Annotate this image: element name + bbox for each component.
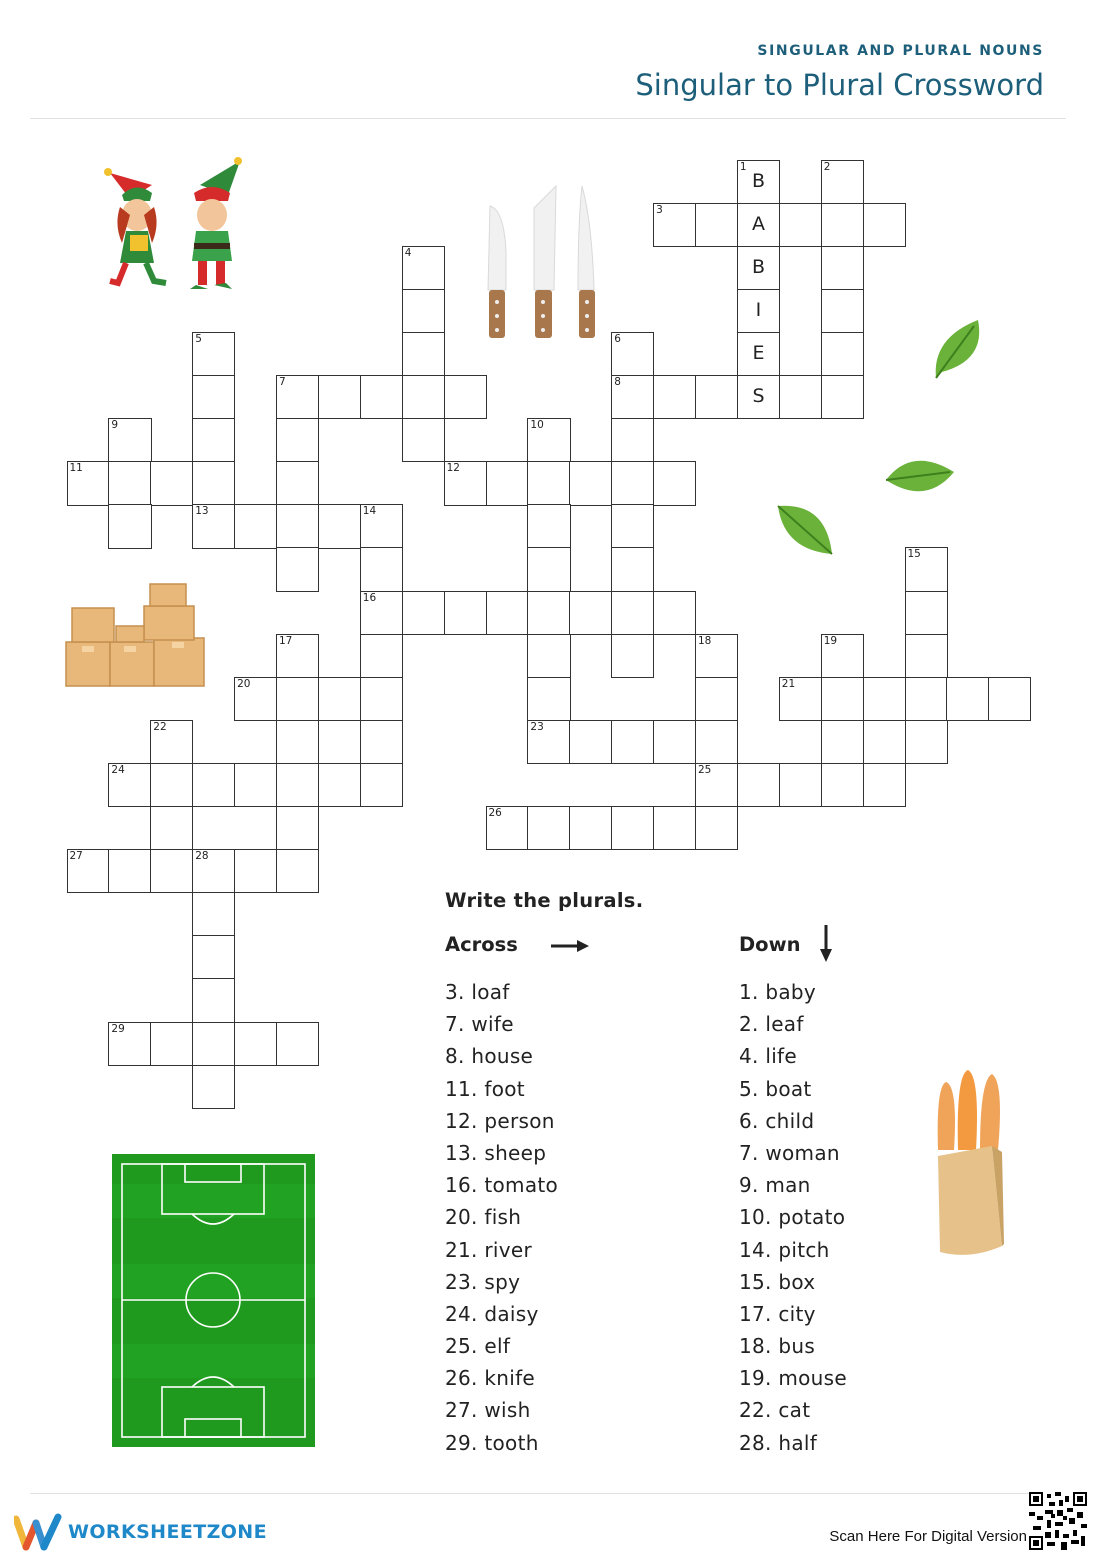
across-clue: 3. loaf [445,980,510,1004]
clue-number: 28 [195,850,209,863]
clue-number: 1 [739,160,747,173]
clue-number: 15 [907,548,921,561]
across-clue: 7. wife [445,1012,514,1037]
down-clue: 28. half [739,1430,818,1455]
crossword-cell[interactable] [527,591,570,635]
crossword-cell[interactable] [150,720,193,764]
crossword-cell[interactable] [821,375,864,419]
crossword-cell[interactable] [779,677,822,721]
clue-number: 24 [111,763,125,776]
crossword-cell[interactable] [821,332,864,376]
crossword-cell[interactable] [192,375,235,419]
down-clue: 19. mouse [739,1366,847,1391]
down-clue: 7. woman [739,1140,840,1165]
crossword-cell[interactable] [737,375,780,419]
clue-number: 25 [698,763,712,776]
crossword-cell[interactable] [695,763,738,807]
crossword-cell[interactable] [360,547,403,591]
clue-number: 19 [823,634,838,647]
clue-number: 9 [111,419,119,432]
down-clue: 15. box [739,1269,816,1294]
crossword-cell[interactable] [192,332,235,376]
crossword-cell[interactable] [276,418,319,462]
header-divider [30,118,1066,119]
clue-number: 16 [362,591,377,604]
crossword-cell[interactable] [653,720,696,764]
clue-number: 7 [279,376,286,388]
across-clue: 26. knife [445,1366,536,1391]
leaf-icon [928,316,986,382]
crossword-cell[interactable] [276,547,319,591]
crossword-cell[interactable] [527,677,570,721]
clue-number: 2 [823,160,831,173]
crossword-cell[interactable] [863,677,906,721]
crossword-cell[interactable] [360,720,403,764]
crossword-cell[interactable] [360,591,403,635]
down-clue-list [739,979,847,1462]
crossword-cell[interactable] [737,246,780,290]
crossword-cell[interactable] [821,634,864,678]
boxes-image [62,580,208,688]
crossword-cell[interactable] [863,763,906,807]
crossword-cell[interactable] [276,720,319,764]
crossword-cell[interactable] [611,332,654,376]
across-heading [445,933,591,956]
across-clue: 27. wish [445,1398,531,1423]
crossword-cell[interactable] [611,634,654,678]
crossword-cell[interactable] [611,720,654,764]
qr-code-icon[interactable] [1029,1492,1087,1550]
crossword-cell[interactable] [276,677,319,721]
crossword-cell[interactable] [67,849,110,893]
crossword-cell[interactable] [192,1022,235,1066]
answer-letter: B [751,169,765,192]
crossword-cell[interactable] [737,203,780,247]
clue-number: 29 [111,1022,125,1035]
down-clue: 9. man [739,1173,811,1198]
crossword-cell[interactable] [695,806,738,850]
crossword-cell[interactable] [318,375,361,419]
crossword-cell[interactable] [527,418,570,462]
across-clue: 12. person [445,1108,555,1133]
crossword-cell[interactable] [318,763,361,807]
across-clue: 29. tooth [445,1430,539,1455]
answer-letter: A [751,212,765,235]
across-clue-list [445,979,558,1462]
crossword-cell[interactable] [737,332,780,376]
elves-image [100,155,245,293]
down-label: Down [739,933,801,956]
crossword-cell[interactable] [821,246,864,290]
crossword-cell[interactable] [611,504,654,548]
crossword-cell[interactable] [192,504,235,548]
crossword-cell[interactable] [821,203,864,247]
crossword-cell[interactable] [486,461,529,505]
crossword-cell[interactable] [905,720,948,764]
crossword-cell[interactable] [402,289,445,333]
answer-letter: S [752,385,765,407]
arrow-right-icon [551,939,591,953]
crossword-cell[interactable] [569,461,612,505]
crossword-cell[interactable] [276,504,319,548]
crossword-cell[interactable] [653,806,696,850]
crossword-cell[interactable] [402,246,445,290]
crossword-cell[interactable] [863,720,906,764]
clues-instruction: Write the plurals. [445,889,644,912]
crossword-cell[interactable] [527,634,570,678]
crossword-cell[interactable] [737,763,780,807]
crossword-cell[interactable] [192,1065,235,1109]
crossword-cell[interactable] [150,849,193,893]
crossword-cell[interactable] [108,1022,151,1066]
leaf-icon [882,450,958,502]
worksheet-title: Singular to Plural Crossword [635,68,1044,102]
crossword-cell[interactable] [611,591,654,635]
answer-letter: E [752,341,765,364]
across-clue: 21. river [445,1237,533,1262]
clue-number: 14 [362,505,377,518]
knives-image [484,182,602,342]
across-clue: 16. tomato [445,1173,559,1198]
crossword-cell[interactable] [486,591,529,635]
crossword-cell[interactable] [318,720,361,764]
crossword-cell[interactable] [444,591,487,635]
down-clue: 4. life [739,1044,797,1069]
crossword-cell[interactable] [653,375,696,419]
crossword-cell[interactable] [611,547,654,591]
crossword-cell[interactable] [402,375,445,419]
clue-number: 6 [614,332,621,345]
crossword-cell[interactable] [653,591,696,635]
crossword-cell[interactable] [276,806,319,850]
across-clue: 13. sheep [445,1140,547,1165]
crossword-cell[interactable] [695,677,738,721]
crossword-cell[interactable] [611,418,654,462]
crossword-cell[interactable] [360,504,403,548]
down-clue: 2. leaf [739,1012,804,1037]
crossword-cell[interactable] [611,806,654,850]
soccer-field-image [112,1154,315,1447]
crossword-cell[interactable] [192,763,235,807]
crossword-cell[interactable] [444,461,487,505]
down-clue: 1. baby [739,980,817,1004]
clue-number: 5 [195,332,202,345]
bread-bag-image [930,1066,1008,1260]
crossword-cell[interactable] [276,1022,319,1066]
crossword-cell[interactable] [779,203,822,247]
crossword-cell[interactable] [821,160,864,204]
crossword-cell[interactable] [569,720,612,764]
crossword-cell[interactable] [695,375,738,419]
crossword-cell[interactable] [108,418,151,462]
down-clue: 10. potato [739,1205,846,1230]
worksheet-subtitle: SINGULAR AND PLURAL NOUNS [757,43,1044,59]
crossword-cell[interactable] [67,461,110,505]
crossword-cell[interactable] [569,806,612,850]
crossword-cell[interactable] [318,677,361,721]
footer-divider [30,1493,1066,1494]
crossword-cell[interactable] [821,677,864,721]
crossword-cell[interactable] [695,203,738,247]
crossword-cell[interactable] [360,634,403,678]
crossword-cell[interactable] [486,806,529,850]
crossword-cell[interactable] [527,806,570,850]
crossword-cell[interactable] [905,677,948,721]
clue-number: 12 [446,462,460,475]
crossword-cell[interactable] [653,461,696,505]
clue-number: 20 [237,677,251,690]
across-clue: 23. spy [445,1269,521,1294]
clue-number: 23 [530,720,544,733]
crossword-cell[interactable] [569,591,612,635]
crossword-cell[interactable] [527,547,570,591]
across-clue: 25. elf [445,1334,511,1359]
clue-number: 22 [153,720,167,733]
across-clue: 11. foot [445,1076,525,1101]
crossword-cell[interactable] [192,892,235,936]
crossword-cell[interactable] [863,203,906,247]
clue-number: 21 [781,677,796,690]
crossword-cell[interactable] [402,332,445,376]
clue-number: 3 [656,203,663,216]
down-clue: 17. city [739,1301,816,1326]
crossword-cell[interactable] [905,547,948,591]
clue-number: 27 [69,850,83,863]
crossword-cell[interactable] [108,763,151,807]
crossword-cell[interactable] [108,461,151,505]
crossword-cell[interactable] [527,461,570,505]
crossword-cell[interactable] [150,1022,193,1066]
crossword-cell[interactable] [821,720,864,764]
crossword-cell[interactable] [192,461,235,505]
crossword-cell[interactable] [108,504,151,548]
crossword-cell[interactable] [150,806,193,850]
answer-letter: I [755,298,762,321]
crossword-cell[interactable] [192,849,235,893]
worksheetzone-logo-icon [14,1513,62,1553]
answer-letter: B [751,255,765,278]
arrow-down-icon [819,925,833,963]
leaf-icon [774,500,836,558]
crossword-cell[interactable] [234,763,277,807]
crossword-cell[interactable] [779,763,822,807]
crossword-cell[interactable] [779,375,822,419]
crossword-cell[interactable] [821,763,864,807]
crossword-cell[interactable] [234,677,277,721]
clue-number: 10 [530,419,544,432]
down-clue: 5. boat [739,1076,812,1101]
crossword-cell[interactable] [234,849,277,893]
clue-number: 26 [488,807,502,819]
down-heading [739,933,800,956]
clue-number: 11 [69,462,83,475]
scan-caption: Scan Here For Digital Version [829,1528,1027,1545]
clue-number: 4 [404,246,412,259]
crossword-cell[interactable] [360,677,403,721]
down-clue: 18. bus [739,1334,816,1359]
crossword-cell[interactable] [653,203,696,247]
crossword-cell[interactable] [905,634,948,678]
crossword-cell[interactable] [946,677,989,721]
crossword-cell[interactable] [905,591,948,635]
crossword-cell[interactable] [276,849,319,893]
crossword-cell[interactable] [737,289,780,333]
crossword-cell[interactable] [318,504,361,548]
crossword-cell[interactable] [611,461,654,505]
clue-number: 13 [195,505,209,518]
brand-name: WORKSHEETZONE [68,1521,267,1543]
across-label: Across [445,933,518,956]
crossword-cell[interactable] [234,1022,277,1066]
crossword-cell[interactable] [108,849,151,893]
crossword-cell[interactable] [695,634,738,678]
clue-number: 8 [614,376,621,388]
crossword-cell[interactable] [444,375,487,419]
crossword-cell[interactable] [234,504,277,548]
crossword-cell[interactable] [695,720,738,764]
clue-number: 17 [279,634,293,647]
crossword-cell[interactable] [192,978,235,1022]
crossword-cell[interactable] [276,461,319,505]
across-clue: 20. fish [445,1205,522,1230]
crossword-cell[interactable] [276,375,319,419]
clue-number: 18 [698,634,712,647]
down-clue: 22. cat [739,1398,811,1423]
across-clue: 8. house [445,1044,534,1069]
crossword-cell[interactable] [192,418,235,462]
crossword-cell[interactable] [402,418,445,462]
across-clue: 24. daisy [445,1301,539,1326]
crossword-cell[interactable] [192,935,235,979]
crossword-cell[interactable] [150,461,193,505]
crossword-cell[interactable] [360,375,403,419]
crossword-cell[interactable] [611,375,654,419]
crossword-cell[interactable] [737,160,780,204]
crossword-cell[interactable] [527,504,570,548]
down-clue: 14. pitch [739,1237,830,1262]
down-clue: 6. child [739,1108,815,1133]
crossword-cell[interactable] [988,677,1031,721]
crossword-cell[interactable] [527,720,570,764]
crossword-cell[interactable] [402,591,445,635]
crossword-cell[interactable] [150,763,193,807]
crossword-cell[interactable] [821,289,864,333]
crossword-cell[interactable] [360,763,403,807]
crossword-cell[interactable] [276,763,319,807]
crossword-cell[interactable] [276,634,319,678]
